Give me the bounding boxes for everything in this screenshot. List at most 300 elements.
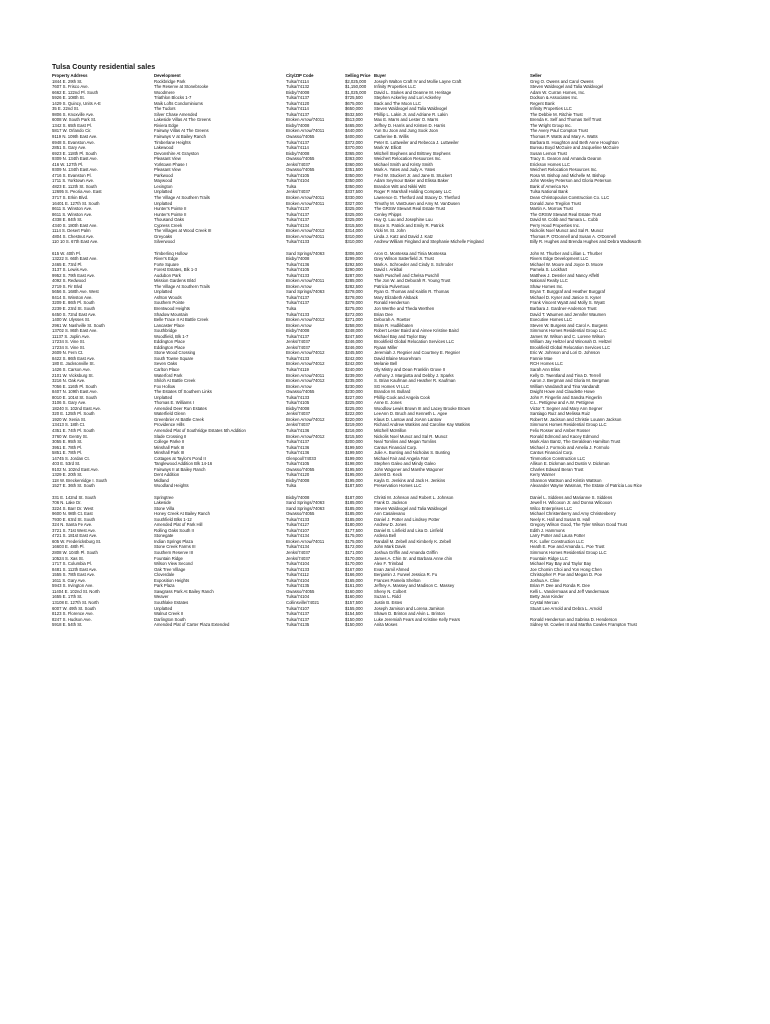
- buyer-cell: Joseph Walton Craft IV and Mollie Layne Craft: [374, 78, 462, 84]
- development-cell: Wilson View Second: [154, 561, 193, 567]
- city-zip-cell: Broken Arrow: [286, 383, 312, 389]
- seller-cell: Joe Chomin Choi and Yon Hong Chen: [530, 566, 602, 572]
- development-cell: The Tudors: [154, 106, 176, 112]
- city-zip-cell: Tulsa/74133: [286, 272, 310, 278]
- selling-price-cell: $195,500: [345, 466, 363, 472]
- property-address-cell: 4351 E. 74th Pl. South: [52, 428, 95, 433]
- buyer-cell: Lawrence G. Thetford and Stacey D. Thetford: [374, 195, 460, 201]
- development-cell: Maik Lofts Condominiums: [154, 100, 203, 106]
- selling-price-cell: $242,000: [345, 355, 363, 361]
- city-zip-cell: Broken Arrow/74011: [286, 278, 325, 284]
- selling-price-cell: $532,500: [345, 111, 363, 117]
- development-cell: Eddington Place: [154, 339, 185, 345]
- development-cell: Lexington: [154, 183, 173, 189]
- buyer-cell: Mary Elizabeth Alsback: [374, 294, 418, 300]
- city-zip-cell: Owasso/74055: [286, 167, 315, 173]
- seller-cell: Michael Christenberry and Amy Christenberry: [530, 511, 616, 517]
- development-cell: Seven Oaks: [154, 361, 178, 367]
- selling-price-cell: $175,000: [345, 538, 363, 544]
- selling-price-cell: $245,500: [345, 350, 363, 356]
- seller-cell: R.K. Loller Construction LLC: [530, 538, 584, 544]
- selling-price-cell: $185,000: [345, 505, 363, 511]
- buyer-cell: Jarrett D. Keck: [374, 472, 403, 478]
- table-row: [52, 239, 732, 245]
- table-row: [52, 622, 732, 628]
- selling-price-cell: $161,000: [345, 583, 363, 589]
- buyer-cell: Mark A. Schroeder and Cindy S. Schroder: [374, 261, 454, 267]
- property-address-cell: 2808 W. 104th Pl. South: [52, 550, 98, 556]
- development-cell: Thousand Oaks: [154, 217, 185, 223]
- selling-price-cell: $150,000: [345, 622, 363, 628]
- development-cell: Unplatted: [154, 189, 173, 195]
- city-zip-cell: Tulsa: [286, 483, 297, 489]
- development-cell: Lakeside Villas At The Greens: [154, 117, 211, 123]
- buyer-cell: Nickolis Noel Munoz and Sal R. Munoz: [374, 433, 448, 439]
- selling-price-cell: $199,500: [345, 444, 363, 450]
- buyer-cell: Anne E. Jones: [374, 400, 402, 406]
- development-cell: Hunter's Pointe II: [154, 211, 187, 217]
- seller-cell: Weichert Relocation Resources Inc.: [530, 167, 598, 173]
- city-zip-cell: Tulsa/74133: [286, 355, 310, 361]
- development-cell: Amended Deer Run Estates: [154, 405, 207, 411]
- seller-cell: Kelly D. Twentland and Tina D. Terrell: [530, 372, 601, 378]
- city-zip-cell: Tulsa/74137: [286, 439, 310, 445]
- buyer-cell: Brookfield Global Relocation Services LLC: [374, 339, 455, 345]
- selling-price-cell: $171,000: [345, 550, 363, 556]
- buyer-cell: Vicki M. St. John: [374, 228, 406, 234]
- property-address-cell: 3721 S. 71st West Ave.: [52, 527, 97, 533]
- city-zip-cell: Broken Arrow/74011: [286, 233, 325, 239]
- city-zip-cell: Tulsa/74105: [286, 400, 310, 406]
- city-zip-cell: Broken Arrow/74012: [286, 350, 325, 356]
- buyer-cell: Peter E. Luttweiler and Rebecca J. Luttweiler: [374, 139, 459, 145]
- buyer-cell: Steven Waldvogel and Talia Waldvogel: [374, 106, 448, 112]
- buyer-cell: Melanie Bell: [374, 361, 398, 367]
- selling-price-cell: $310,000: [345, 233, 363, 239]
- development-cell: Woodmere: [154, 89, 175, 95]
- buyer-cell: Sheny N. Colbert: [374, 588, 407, 594]
- city-zip-cell: Jenks/74037: [286, 422, 311, 428]
- selling-price-cell: $440,000: [345, 128, 363, 134]
- buyer-cell: S. Brian Kaufman and Heather R. Kaufman: [374, 378, 456, 384]
- selling-price-cell: $372,000: [345, 139, 363, 145]
- buyer-cell: Adam Seymour Baker and Elissa Baker: [374, 178, 449, 184]
- seller-cell: Matthew J. Dessler and Nancy Affeltl: [530, 272, 600, 278]
- property-address-cell: 6008 W. South Park St.: [52, 117, 97, 123]
- property-address-cell: 1429 S. Quincy, Units A-E: [52, 100, 101, 106]
- city-zip-cell: Tulsa/74133: [286, 239, 310, 245]
- development-cell: Minshall Park III: [154, 450, 185, 456]
- selling-price-cell: $215,500: [345, 433, 363, 439]
- development-cell: Honey Creek At Bailey Ranch: [154, 511, 210, 517]
- selling-price-cell: $170,000: [345, 555, 363, 561]
- seller-cell: Ronald Edmond and Kacey Edmond: [530, 433, 599, 439]
- city-zip-cell: Broken Arrow: [286, 283, 312, 289]
- property-address-cell: 2609 N. Fern Ct.: [52, 350, 84, 356]
- seller-cell: Michael W. Moore and Joyce D. Moore: [530, 261, 604, 267]
- seller-cell: Rivers Edge Development LLC: [530, 256, 589, 262]
- city-zip-cell: Tulsa/74137: [286, 294, 310, 300]
- property-address-cell: 4716 S. Evanston Pl.: [52, 172, 92, 178]
- property-address-cell: 2101 W. Vicksburg St.: [52, 372, 94, 378]
- seller-cell: Michael Ray Bay and Taylor Bay: [530, 561, 592, 567]
- property-address-cell: 8123 S. Florence Ave.: [52, 611, 94, 617]
- development-cell: Shiloh At Battle Creek: [154, 378, 196, 384]
- selling-price-cell: $200,000: [345, 439, 363, 445]
- development-cell: Belle Trace II At Battle Creek: [154, 317, 209, 323]
- buyer-cell: Weichert Relocation Resources Inc.: [374, 156, 442, 162]
- property-address-cell: 35 E. 22nd St.: [52, 106, 79, 112]
- selling-price-cell: $1,150,000: [345, 84, 367, 90]
- development-cell: Audubon Park: [154, 272, 181, 278]
- buyer-cell: Yun Su Joon and Jung Sook Joon: [374, 128, 439, 134]
- header-seller: Seller: [530, 73, 542, 78]
- selling-price-cell: $150,000: [345, 616, 363, 622]
- buyer-cell: Stephen Galeo and Mindy Galeo: [374, 461, 436, 467]
- seller-cell: Perry Hood Properties Inc.: [530, 222, 581, 228]
- seller-cell: Edith J. Hammons: [530, 527, 565, 533]
- selling-price-cell: $165,000: [345, 577, 363, 583]
- buyer-cell: The Jon W. and Deborah R. Young Trust: [374, 278, 451, 284]
- property-address-cell: 1655 E. 17th St.: [52, 594, 83, 600]
- seller-cell: Stuart Lee Arnold and Debra L. Arnold: [530, 605, 602, 611]
- seller-cell: Allison E. Dickman and Dustin V. Dickman: [530, 461, 610, 467]
- city-zip-cell: Tulsa/74137: [286, 300, 310, 306]
- seller-cell: Gregory Wilson Good, The Tyler Wilson Good Trust: [530, 522, 627, 528]
- seller-cell: Fountain Ridge LLC: [530, 555, 568, 561]
- development-cell: Greenbrier At Battle Creek: [154, 416, 204, 422]
- property-address-cell: 324 N. Santa Fe Ave.: [52, 522, 93, 528]
- property-address-cell: 9102 N. 102nd East Ave.: [52, 466, 99, 472]
- property-address-cell: 3055 E. 95th St.: [52, 439, 83, 445]
- city-zip-cell: Tulsa/74104: [286, 561, 310, 567]
- property-address-cell: 3209 E. 86th Pl. South: [52, 300, 95, 306]
- development-cell: College Parke II: [154, 439, 185, 445]
- development-cell: Brentwood Heights: [154, 305, 190, 311]
- development-cell: Waterfield Glenn: [154, 411, 186, 417]
- development-cell: Riviera Edge: [154, 122, 179, 128]
- city-zip-cell: Tulsa: [286, 305, 297, 311]
- development-cell: Providence Hills: [154, 422, 185, 428]
- buyer-cell: Huy Q. Luu and Josephine Luu: [374, 217, 433, 223]
- city-zip-cell: Tulsa/74137: [286, 139, 310, 145]
- seller-cell: Alexander Wayne Wasman, The Estate of Patricia Lou Rice: [530, 483, 643, 489]
- property-address-cell: 180 E. Jacksonville St.: [52, 361, 95, 367]
- property-address-cell: 17234 S. Vine St.: [52, 339, 86, 345]
- buyer-cell: Infinity Properties LLC: [374, 84, 416, 90]
- property-address-cell: 5656 S. 168th Ave. West: [52, 289, 99, 295]
- selling-price-cell: $278,000: [345, 294, 363, 300]
- city-zip-cell: Broken Arrow/74011: [286, 372, 325, 378]
- property-address-cell: 1342 S. 65th East Pl.: [52, 122, 92, 128]
- development-cell: Park Plaza: [154, 583, 175, 589]
- city-zip-cell: Tulsa/74137: [286, 217, 310, 223]
- property-address-cell: 8247 S. Hudson Ave.: [52, 616, 92, 622]
- selling-price-cell: $258,000: [345, 322, 363, 328]
- development-cell: The Village At Southern Trails: [154, 283, 210, 289]
- development-cell: Silverwood: [154, 239, 175, 245]
- city-zip-cell: Tulsa/74137: [286, 611, 310, 617]
- city-zip-cell: Tulsa/74107: [286, 527, 310, 533]
- development-cell: Devonshire At Grayston: [154, 150, 199, 156]
- seller-cell: Executive Homes LLC: [530, 317, 573, 323]
- development-cell: Tanglewood Addition Blk 14-16: [154, 461, 213, 467]
- buyer-cell: Max E. Marrs and Lester O. Marrs: [374, 117, 439, 123]
- buyer-cell: Daniel J. Potter and Lindsey Potter: [374, 516, 440, 522]
- city-zip-cell: Tulsa/74120: [286, 100, 310, 106]
- property-address-cell: 7607 S. Frisco Ave.: [52, 84, 89, 90]
- development-cell: Amended Plat of Southridge Estates 5th Addition: [154, 428, 246, 433]
- property-address-cell: 10524 S. Xas St.: [52, 555, 84, 561]
- city-zip-cell: Tulsa/74133: [286, 394, 310, 400]
- development-cell: Amended Plat of Carter Plaza Extended: [154, 622, 230, 628]
- buyer-cell: David I. Ankbal: [374, 267, 403, 273]
- city-zip-cell: Tulsa/74104: [286, 577, 310, 583]
- buyer-cell: John Wagoner and Marshe Wagoner: [374, 466, 444, 472]
- seller-cell: James W. Wilson and C. Lorene Wilson: [530, 333, 605, 339]
- seller-cell: Infinity Properties LLC: [530, 106, 572, 112]
- seller-cell: Billy R. Hughes and Brenda Hughes and Debra Wadsworth: [530, 239, 642, 245]
- selling-price-cell: $157,500: [345, 599, 363, 605]
- seller-cell: Regent Bank: [530, 100, 555, 106]
- selling-price-cell: $187,000: [345, 494, 363, 500]
- city-zip-cell: Tulsa/74114: [286, 78, 309, 84]
- buyer-cell: James A. Chin Sr. and Barbara Anne chin: [374, 555, 453, 561]
- property-address-cell: 1555 S. 78th East Ave.: [52, 572, 96, 578]
- buyer-cell: David L. Stokes and Deanne M. Heritage: [374, 89, 452, 95]
- selling-price-cell: $199,500: [345, 450, 363, 456]
- property-address-cell: 9806 S. Knoxville Ave.: [52, 111, 95, 117]
- property-address-cell: 1114 S. Desert Palm: [52, 228, 91, 234]
- seller-cell: David T. Waumen and Jennifer Waumen: [530, 311, 606, 317]
- development-cell: Cottages at Taylor's Pond II: [154, 455, 206, 461]
- selling-price-cell: $154,500: [345, 611, 363, 617]
- development-cell: Greyoaks: [154, 233, 173, 239]
- property-address-cell: 8414 S. Winston Ave.: [52, 294, 93, 300]
- selling-price-cell: $350,000: [345, 183, 363, 189]
- development-cell: Exposition Heights: [154, 577, 190, 583]
- buyer-cell: Evan Jamil Ahmed: [374, 566, 410, 572]
- development-cell: Darlington South: [154, 616, 186, 622]
- buyer-cell: Richard Andrew Watkins and Caroline Kay Watkins: [374, 422, 471, 428]
- seller-cell: Larry Potter and Laura Potter: [530, 533, 586, 539]
- buyer-cell: Robert Lester Baird and Aimee Kristine Baird: [374, 328, 459, 334]
- development-cell: Southbridge: [154, 328, 177, 334]
- buyer-cell: Back and The Moon LLC: [374, 100, 421, 106]
- buyer-cell: Justin B. Estes: [374, 599, 403, 605]
- seller-cell: Eric W. Johnson and Lori D. Johnson: [530, 350, 600, 356]
- selling-price-cell: $155,000: [345, 605, 363, 611]
- development-cell: Triathlon Blocks 1-7: [154, 95, 192, 101]
- selling-price-cell: $230,000: [345, 383, 363, 389]
- development-cell: Minshall Park III: [154, 444, 185, 450]
- city-zip-cell: Broken Arrow/74011: [286, 200, 325, 206]
- seller-cell: Crystal Mercan: [530, 599, 559, 605]
- selling-price-cell: $314,000: [345, 228, 363, 234]
- city-zip-cell: Tulsa/74114: [286, 145, 309, 151]
- seller-cell: Bryan T. Burggraf and Heather Burggraf: [530, 289, 606, 295]
- property-address-cell: 11137 S. Joplin Ave.: [52, 333, 91, 339]
- buyer-cell: Linda J. Katz and David J. Katz: [374, 233, 434, 239]
- selling-price-cell: $222,000: [345, 411, 363, 417]
- property-address-cell: 18240 S. 102nd East Ave.: [52, 405, 102, 411]
- selling-price-cell: $185,000: [345, 516, 363, 522]
- seller-cell: The Debbie M. Ritchie Trust: [530, 111, 583, 117]
- selling-price-cell: $166,000: [345, 572, 363, 578]
- selling-price-cell: $325,000: [345, 206, 363, 212]
- selling-price-cell: $180,000: [345, 522, 363, 528]
- selling-price-cell: $172,000: [345, 544, 363, 550]
- buyer-cell: Mark A. Yates and Judy A. Yates: [374, 167, 436, 173]
- selling-price-cell: $285,000: [345, 278, 363, 284]
- buyer-cell: Klaus D. Lantow and JoAnn Lantow: [374, 416, 442, 422]
- seller-cell: Erickson Homes LLC: [530, 161, 570, 167]
- seller-cell: Christopher P. Poe and Megan D. Poe: [530, 572, 602, 578]
- city-zip-cell: Tulsa/74137: [286, 211, 310, 217]
- city-zip-cell: Tulsa/74136: [286, 428, 310, 433]
- selling-price-cell: $216,000: [345, 428, 363, 433]
- property-address-cell: 8422 S. 86th East Ave.: [52, 355, 96, 361]
- seller-cell: C.L. Pettigrew and A.W. Pettigrew: [530, 400, 594, 406]
- city-zip-cell: Jenks/74037: [286, 550, 311, 556]
- seller-cell: Simmons Homes Residential Group LLC: [530, 422, 607, 428]
- property-address-cell: 14745 S. Jordan Ct.: [52, 455, 90, 461]
- development-cell: Forte Square: [154, 261, 179, 267]
- seller-cell: Nickolis Noel Munoz and Sal R. Munoz: [530, 228, 604, 234]
- buyer-cell: Fred W. Stuckert Jr. and Jane B. Stuckert: [374, 172, 452, 178]
- city-zip-cell: Tulsa/74134: [286, 544, 310, 550]
- property-address-cell: 1611 S. Gary Ave.: [52, 577, 87, 583]
- city-zip-cell: Owasso/74055: [286, 389, 315, 395]
- development-cell: Cloverdale: [154, 572, 175, 578]
- buyer-cell: Ann Casalevano: [374, 511, 406, 517]
- development-cell: Cypress Creek: [154, 222, 183, 228]
- buyer-cell: Frank D. Jackson: [374, 500, 408, 506]
- development-cell: Stone Creek Farms III: [154, 544, 196, 550]
- city-zip-cell: Owasso/74055: [286, 466, 315, 472]
- seller-cell: Cantus Financial Corp.: [530, 450, 574, 456]
- property-address-cell: 1711 S. Yorktown Ave.: [52, 178, 95, 184]
- city-zip-cell: Tulsa/74137: [286, 206, 310, 212]
- selling-price-cell: $1,025,000: [345, 89, 367, 95]
- selling-price-cell: $513,000: [345, 117, 363, 123]
- seller-cell: Simmons Homes Residential Group LLC: [530, 550, 607, 556]
- property-address-cell: 1426 S. Carson Ave.: [52, 366, 91, 372]
- development-cell: The Village At Southern Trails: [154, 195, 210, 201]
- city-zip-cell: Tulsa/74137: [286, 95, 310, 101]
- city-zip-cell: Tulsa/74107: [286, 605, 310, 611]
- property-address-cell: 2239 E. 23rd St. South: [52, 305, 96, 311]
- buyer-cell: Benjamin J. Furwel Jessica R. Fu: [374, 572, 438, 578]
- buyer-cell: Daniel B. Linfield and Lisa D. Linfield: [374, 527, 444, 533]
- seller-cell: Brookfield Global Relocation Services LLC: [530, 344, 611, 350]
- city-zip-cell: Tulsa/74105: [286, 461, 310, 467]
- seller-cell: Frank Vincent Wyatt and Molly S. Wyatt: [530, 300, 605, 306]
- development-cell: South Towne Square: [154, 355, 194, 361]
- seller-cell: National Realty LLC: [530, 278, 568, 284]
- city-zip-cell: Tulsa/74105: [286, 267, 310, 273]
- buyer-cell: Suzan L. Ridd: [374, 594, 401, 600]
- city-zip-cell: Tulsa/74114: [286, 106, 309, 112]
- property-address-cell: 12695 S. Peoria Ave. East: [52, 189, 102, 195]
- property-address-cell: 2465 E. 73rd Pl.: [52, 261, 83, 267]
- city-zip-cell: Tulsa/74133: [286, 311, 310, 317]
- seller-cell: Daniel L. Siddens and Marianne S. Siddens: [530, 494, 613, 500]
- development-cell: Weaver: [154, 594, 169, 600]
- property-address-cell: 4092 S. Redwood: [52, 278, 86, 284]
- property-address-cell: 4338 E. 84th St.: [52, 217, 83, 223]
- development-cell: Yorktown Phase I: [154, 161, 187, 167]
- seller-cell: Thomas P. Watts and Mary A. Watts: [530, 134, 598, 140]
- seller-cell: The Wright Group Inc.: [530, 122, 572, 128]
- property-address-cell: 8010 E. 101st St. South: [52, 394, 97, 400]
- seller-cell: Fannie Mae: [530, 355, 553, 361]
- seller-cell: The Avery Paul Compton Trust: [530, 128, 588, 134]
- selling-price-cell: $198,000: [345, 461, 363, 467]
- buyer-cell: Ryaan Miller: [374, 344, 398, 350]
- seller-cell: Steven W. Burgess and Carol A. Burgess: [530, 322, 608, 328]
- property-address-cell: 3137 S. Lewis Ave.: [52, 267, 89, 273]
- buyer-cell: Ardena Bell: [374, 533, 396, 539]
- buyer-cell: Neal Tomlins and Megan Tomlins: [374, 439, 437, 445]
- selling-price-cell: $327,000: [345, 200, 363, 206]
- seller-cell: John F. Fingerlin and Sandra Fingerlin: [530, 394, 602, 400]
- city-zip-cell: Sand Springs/74063: [286, 505, 325, 511]
- property-address-cell: 2961 W. Nashville St. South: [52, 322, 105, 328]
- selling-price-cell: $400,000: [345, 134, 363, 140]
- buyer-cell: The GRSW Stewart Real Estate Trust: [374, 206, 446, 212]
- property-address-cell: 6450 S. 72nd East Ave.: [52, 311, 97, 317]
- seller-cell: Bank of America NA: [530, 183, 569, 189]
- seller-cell: Robert M. Jackson and Christie Louann Jackson: [530, 416, 622, 422]
- development-cell: Woodland Heights: [154, 483, 189, 489]
- selling-price-cell: $365,000: [345, 150, 363, 156]
- seller-cell: Joshua A. Cline: [530, 577, 560, 583]
- city-zip-cell: Tulsa: [286, 183, 297, 189]
- buyer-cell: Luke Jeremiah Fears and Kristine Kelly Fears: [374, 616, 460, 622]
- city-zip-cell: Tulsa/74137: [286, 333, 310, 339]
- development-cell: Slade Crossing II: [154, 433, 187, 439]
- development-cell: Southern Pointe: [154, 300, 185, 306]
- selling-price-cell: $310,000: [345, 239, 363, 245]
- selling-price-cell: $199,000: [345, 455, 363, 461]
- development-cell: Southlake Estates: [154, 599, 189, 605]
- development-cell: Hunter's Pointe II: [154, 206, 187, 212]
- city-zip-cell: Jenks/74037: [286, 344, 311, 350]
- buyer-cell: Deborah A. Roetter: [374, 317, 411, 323]
- seller-cell: Thomas P. O'Donnell and Susan A. O'Donnell: [530, 233, 616, 239]
- development-cell: Unplatted: [154, 200, 173, 206]
- seller-cell: The GRSW Stewart Real Estate Trust: [530, 211, 602, 217]
- header-property-address: Property Address: [52, 73, 88, 78]
- selling-price-cell: $271,000: [345, 317, 363, 323]
- selling-price-cell: $363,000: [345, 156, 363, 162]
- seller-cell: Timmortion Construction LLC: [530, 455, 586, 461]
- development-cell: Rockbridge Park: [154, 78, 186, 84]
- city-zip-cell: Broken Arrow/74012: [286, 378, 325, 384]
- property-address-cell: 331 E. 142nd St. South: [52, 494, 96, 500]
- property-address-cell: 8611 S. Winston Ave.: [52, 211, 93, 217]
- seller-cell: Brenda K. Self and Thomas Self Trust: [530, 117, 602, 123]
- seller-cell: Sarah Ann Bliss: [530, 366, 561, 372]
- development-cell: Maywood: [154, 178, 173, 184]
- seller-cell: Barbara B. Houghton and Beth Anne Houghton: [530, 139, 619, 145]
- property-address-cell: 2719 S. Fir Blvd: [52, 283, 83, 289]
- selling-price-cell: $287,000: [345, 272, 363, 278]
- seller-cell: Tulsa National Bank: [530, 189, 568, 195]
- development-cell: Stonegate: [154, 533, 174, 539]
- selling-price-cell: $337,500: [345, 189, 363, 195]
